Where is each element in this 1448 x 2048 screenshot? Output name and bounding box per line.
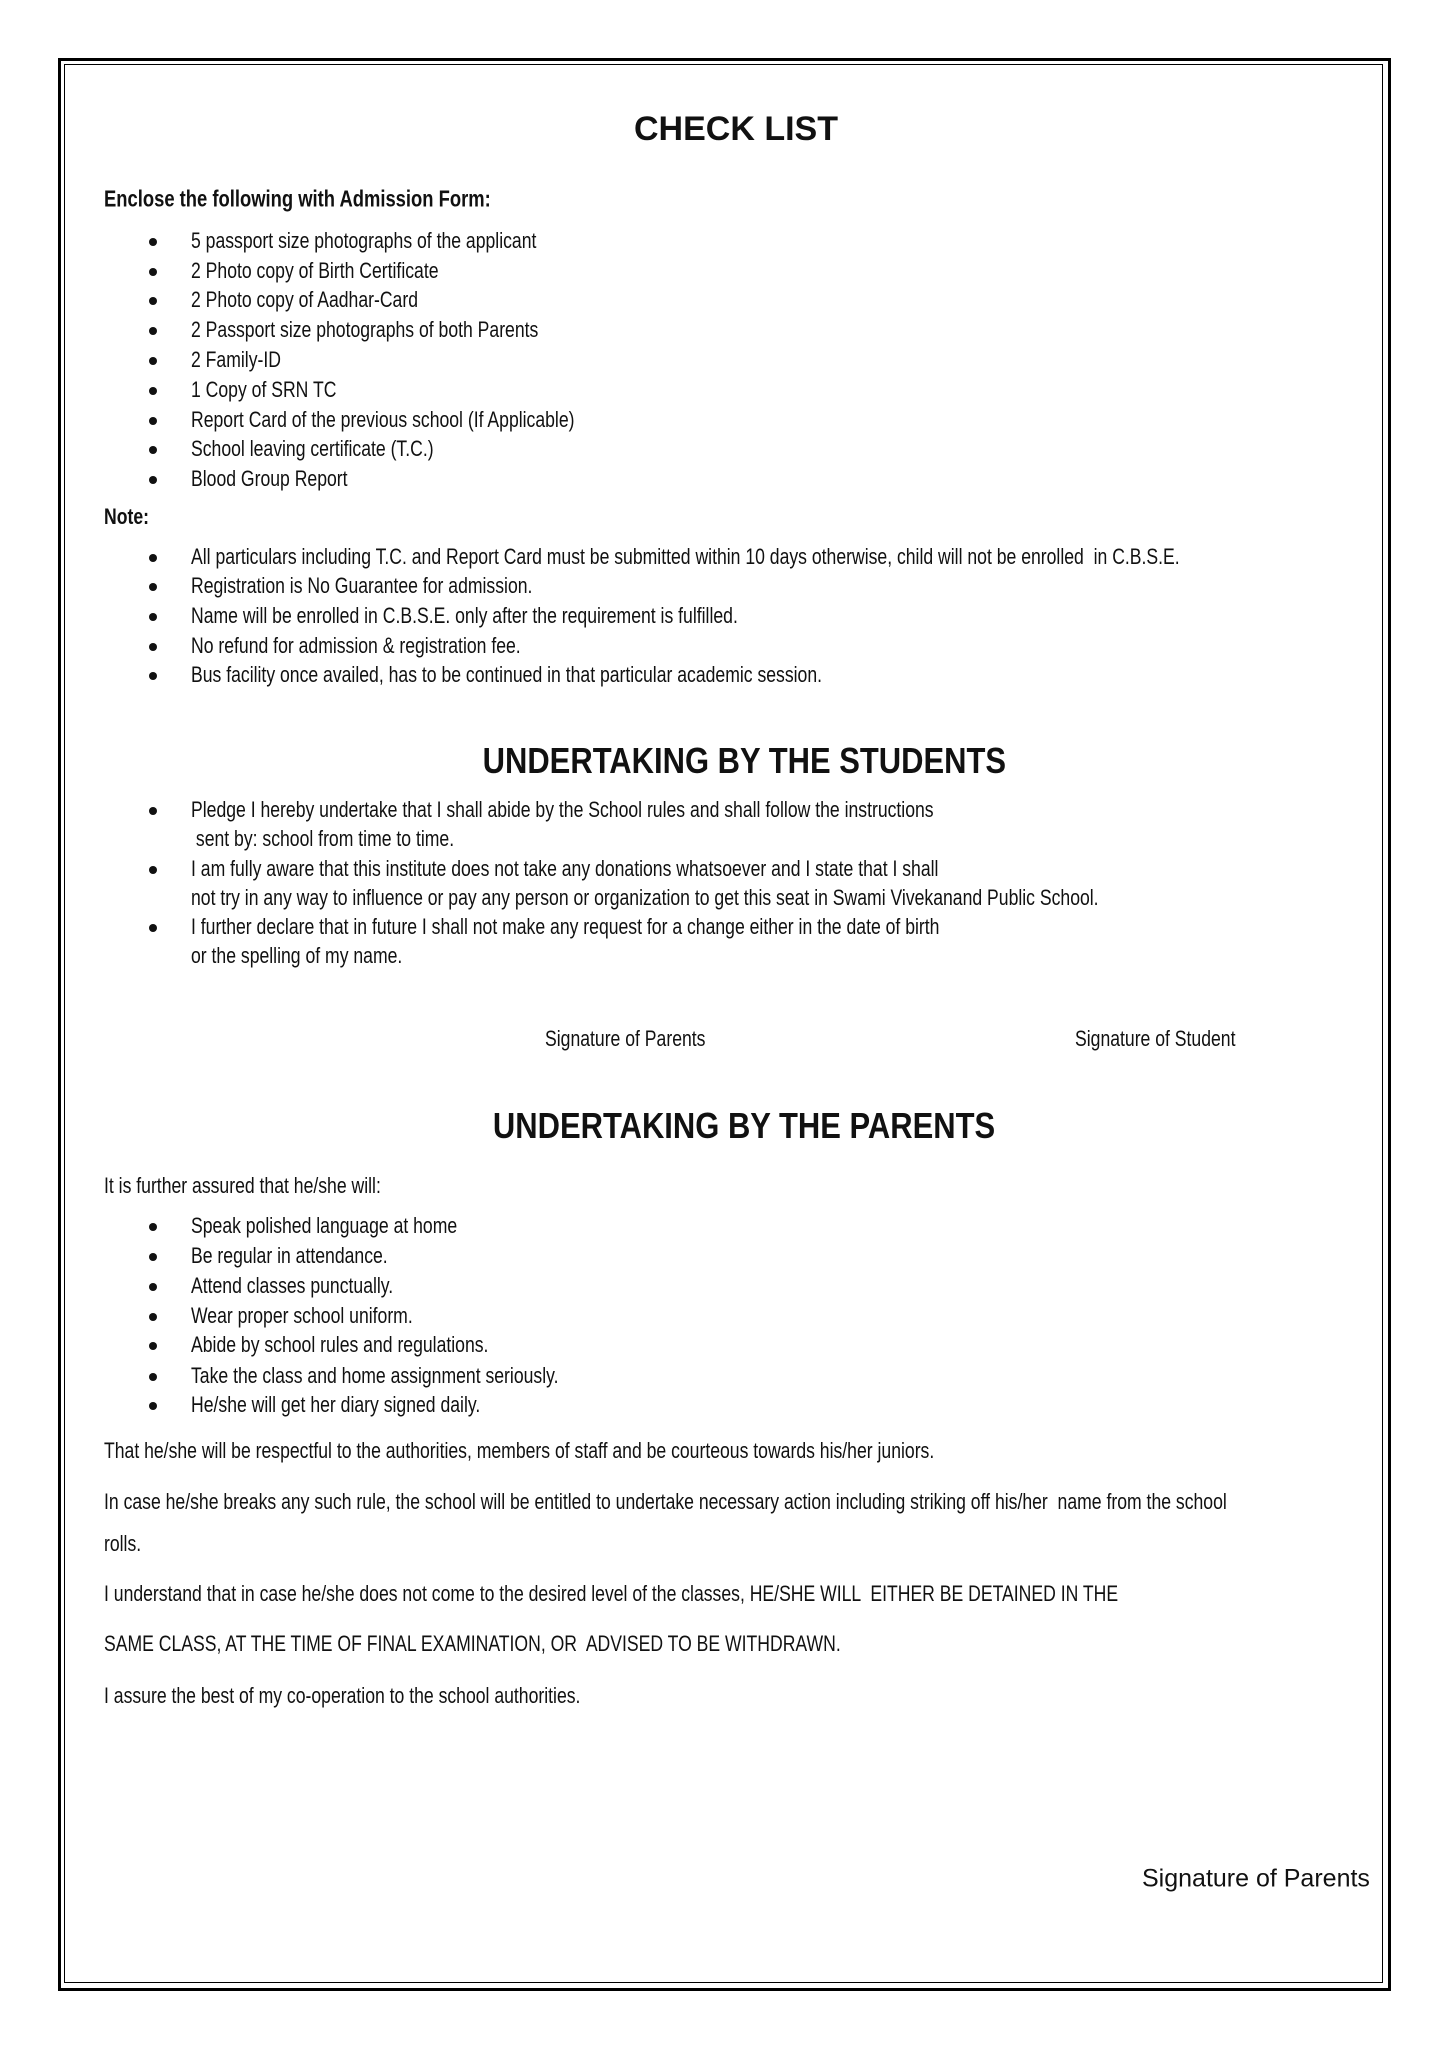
checklist-item: 1 Copy of SRN TC: [191, 377, 337, 402]
checklist-item: 5 passport size photographs of the applicant: [191, 228, 537, 253]
students-item-line: Pledge I hereby undertake that I shall abide by the School rules and shall follow the instructions: [191, 797, 934, 822]
parents-item: He/she will get her diary signed daily.: [191, 1392, 481, 1417]
note-item: All particulars including T.C. and Report Card must be submitted within 10 days otherwise, child will not be enrolled in C.B.S.E.: [191, 544, 1180, 569]
students-item-line: I am fully aware that this institute does not take any donations whatsoever and I state that I shall: [191, 856, 939, 881]
bullet-icon: [149, 613, 157, 621]
enclose-heading: Enclose the following with Admission Form:: [104, 185, 491, 212]
bullet-icon: [149, 1223, 157, 1231]
note-heading: Note:: [104, 504, 149, 529]
bullet-icon: [149, 357, 157, 365]
parents-title: [20, 1105, 1448, 1146]
paragraph-breaks-line2: rolls.: [104, 1531, 142, 1556]
note-item: No refund for admission & registration fee.: [191, 633, 521, 658]
paragraph-respect: That he/she will be respectful to the authorities, members of staff and be courteous towards his/her juniors.: [104, 1438, 935, 1463]
parents-item: Be regular in attendance.: [191, 1243, 388, 1268]
bullet-icon: [149, 446, 157, 454]
bullet-icon: [149, 643, 157, 651]
parents-item: Take the class and home assignment seriously.: [191, 1363, 559, 1388]
bullet-icon: [149, 268, 157, 276]
students-title: [20, 740, 1448, 781]
checklist-title-text: CHECK LIST: [634, 110, 838, 148]
note-item: Registration is No Guarantee for admission.: [191, 573, 533, 598]
bullet-icon: [149, 238, 157, 246]
parents-item: Abide by school rules and regulations.: [191, 1332, 489, 1357]
signature-parents-label: Signature of Parents: [545, 1026, 706, 1051]
bullet-icon: [149, 583, 157, 591]
checklist-item: Report Card of the previous school (If Applicable): [191, 407, 575, 432]
bullet-icon: [149, 297, 157, 305]
bullet-icon: [149, 327, 157, 335]
bullet-icon: [149, 672, 157, 680]
note-item: Bus facility once availed, has to be continued in that particular academic session.: [191, 662, 823, 687]
students-title-text: UNDERTAKING BY THE STUDENTS: [482, 740, 1006, 781]
checklist-item: 2 Photo copy of Birth Certificate: [191, 258, 439, 283]
students-item-line: not try in any way to influence or pay any person or organization to get this seat in Swami Vivekanand Public School.: [191, 885, 1099, 910]
checklist-item: School leaving certificate (T.C.): [191, 436, 434, 461]
paragraph-breaks-line1: In case he/she breaks any such rule, the school will be entitled to undertake necessary action including striking off his/her name from the school: [104, 1489, 1227, 1514]
students-item-line: or the spelling of my name.: [191, 943, 403, 968]
parents-title-text: UNDERTAKING BY THE PARENTS: [492, 1105, 996, 1146]
bullet-icon: [149, 807, 157, 815]
bullet-icon: [149, 1313, 157, 1321]
paragraph-understand-line2: SAME CLASS, AT THE TIME OF FINAL EXAMINATION, OR ADVISED TO BE WITHDRAWN.: [104, 1631, 841, 1656]
parents-item: Attend classes punctually.: [191, 1273, 394, 1298]
bullet-icon: [149, 1402, 157, 1410]
bullet-icon: [149, 554, 157, 562]
parents-item: Speak polished language at home: [191, 1213, 458, 1238]
bullet-icon: [149, 1283, 157, 1291]
parents-intro: It is further assured that he/she will:: [104, 1173, 381, 1198]
checklist-item: Blood Group Report: [191, 466, 348, 491]
signature-parents-final: Signature of Parents: [1142, 1864, 1370, 1893]
parents-item: Wear proper school uniform.: [191, 1303, 413, 1328]
bullet-icon: [149, 924, 157, 932]
checklist-item: 2 Passport size photographs of both Parents: [191, 317, 539, 342]
paragraph-assure: I assure the best of my co-operation to the school authorities.: [104, 1683, 581, 1708]
bullet-icon: [149, 1342, 157, 1350]
signature-student-label: Signature of Student: [1075, 1026, 1236, 1051]
bullet-icon: [149, 417, 157, 425]
students-item-line: I further declare that in future I shall not make any request for a change either in the date of birth: [191, 914, 940, 939]
bullet-icon: [149, 1253, 157, 1261]
checklist-title: [12, 112, 1448, 146]
checklist-item: 2 Family-ID: [191, 347, 281, 372]
bullet-icon: [149, 476, 157, 484]
paragraph-understand-line1: I understand that in case he/she does not come to the desired level of the classes, HE/SHE WILL EITHER BE DETAINED IN THE: [104, 1581, 1119, 1606]
bullet-icon: [149, 387, 157, 395]
bullet-icon: [149, 1373, 157, 1381]
bullet-icon: [149, 866, 157, 874]
checklist-item: 2 Photo copy of Aadhar-Card: [191, 287, 418, 312]
note-item: Name will be enrolled in C.B.S.E. only after the requirement is fulfilled.: [191, 603, 738, 628]
students-item-line: sent by: school from time to time.: [191, 826, 455, 851]
